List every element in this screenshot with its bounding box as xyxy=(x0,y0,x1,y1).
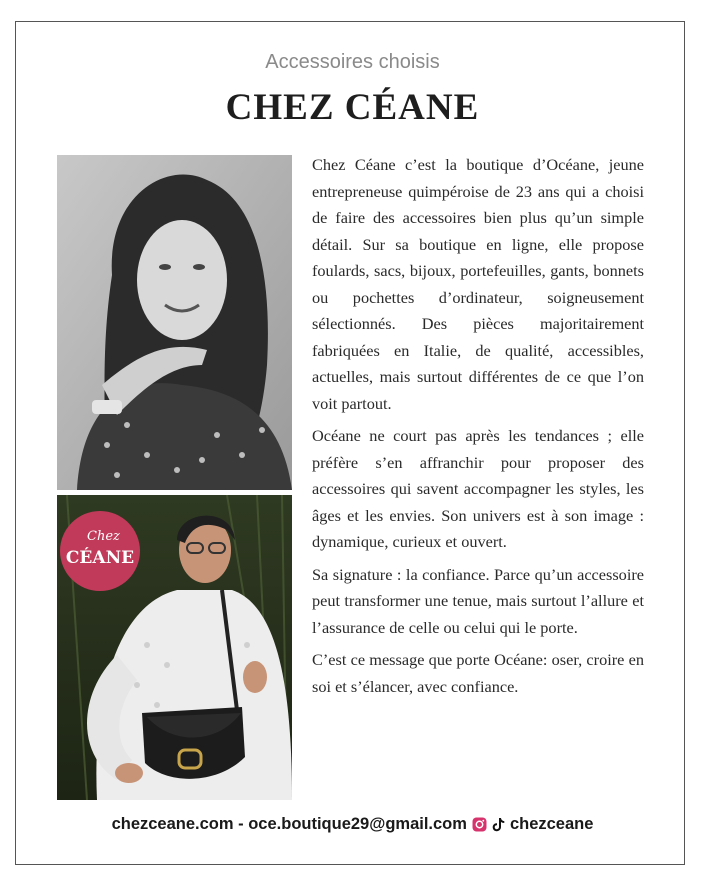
social-handle[interactable]: chezceane xyxy=(509,815,594,833)
paragraph-4: C’est ce message que porte Océane: oser, croire en soi et s’élancer, avec confiance. xyxy=(312,650,644,696)
paragraph-3: Sa signature : la confiance. Parce qu’un accessoire peut transformer une tenue, mais surtout l’allure et l’assurance de celle ou celui qui le porte. xyxy=(312,564,644,637)
footer-contact xyxy=(0,815,705,834)
portrait-photo-1 xyxy=(57,155,292,490)
paragraph-1: Chez Céane c’est la boutique d’Océane, jeune entrepreneuse quimpéroise de 23 ans qui a choisi de faire des accessoires bien plus qu’un simple détail. Sur sa boutique en ligne, elle propose foulards, sacs, bijoux, portefeuilles, gants, bonnets ou pochettes d’ordinateur, soigneusement sélectionnés. Des pièces majoritairement fabriquées en Italie, de qualité, accessibles, actuelles, mais surtout différentes de ce que l’on voit partout. xyxy=(312,155,644,413)
article-body xyxy=(312,152,644,706)
logo-script: Chez xyxy=(87,529,120,544)
logo-name: CÉANE xyxy=(65,548,135,568)
contact-info: chezceane.com - oce.boutique29@gmail.com xyxy=(111,815,467,833)
tiktok-icon[interactable] xyxy=(492,817,505,832)
portrait-photo-2 xyxy=(57,495,292,800)
tagline: Accessoires choisis xyxy=(265,51,440,73)
page-title: CHEZ CÉANE xyxy=(225,87,480,128)
instagram-icon[interactable] xyxy=(472,817,487,832)
paragraph-2: Océane ne court pas après les tendances ; elle préfère s’en affranchir pour proposer des accessoires qui savent accompagner les styles, les âges et les envies. Son univers est à son image : dynamique, curieux et ouvert. xyxy=(312,426,644,551)
